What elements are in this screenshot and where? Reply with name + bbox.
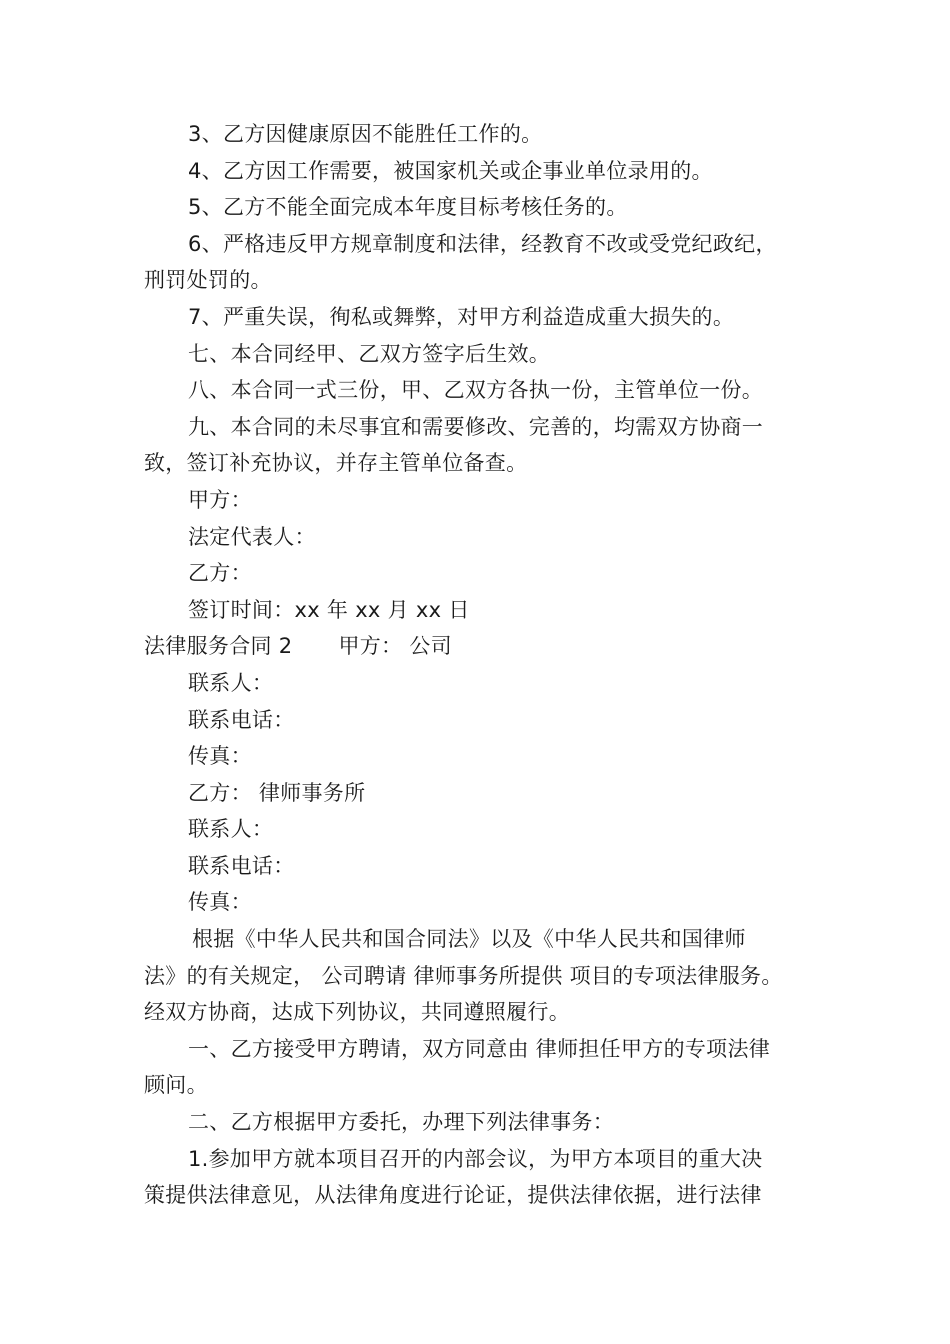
preamble: 根据《中华人民共和国合同法》以及《中华人民共和国律师: [192, 927, 746, 952]
document-body: [144, 116, 824, 1214]
party-a-contact: 联系人：: [188, 670, 274, 695]
legal-representative: 法定代表人：: [188, 524, 316, 549]
preamble-end: 经双方协商，达成下列协议，共同遵照履行。: [144, 1000, 570, 1025]
article-7: 七、本合同经甲、乙双方签字后生效。: [188, 341, 551, 366]
clause-item-6-continued: 刑罚处罚的。: [144, 268, 272, 293]
party-b-phone: 联系电话：: [188, 853, 295, 878]
clause-item-5: 5、乙方不能全面完成本年度目标考核任务的。: [188, 195, 628, 220]
contract-2-heading-row: [144, 628, 824, 665]
party-a-fax: 传真：: [188, 744, 252, 769]
party-b-contact: 联系人：: [188, 817, 274, 842]
clause-item-6: 6、严格违反甲方规章制度和法律，经教育不改或受党纪政纪，: [188, 231, 777, 256]
clause-item-3: 3、乙方因健康原因不能胜任工作的。: [188, 122, 543, 146]
party-b-law-firm: 乙方： 律师事务所: [188, 780, 366, 805]
clause-item-7: 7、严重失误，徇私或舞弊，对甲方利益造成重大损失的。: [188, 304, 735, 329]
signing-date: 签订时间：xx 年 xx 月 xx 日: [188, 597, 470, 622]
article-2-item-1-continued: 策提供法律意见，从法律角度进行论证，提供法律依据，进行法律: [144, 1183, 762, 1208]
article-9-continued: 致，签订补充协议，并存主管单位备查。: [144, 451, 528, 476]
contract-2-title: 法律服务合同 2: [144, 634, 293, 659]
article-2: 二、乙方根据甲方委托，办理下列法律事务：: [188, 1110, 614, 1135]
article-8: 八、本合同一式三份，甲、乙双方各执一份，主管单位一份。: [188, 378, 764, 403]
article-9: 九、本合同的未尽事宜和需要修改、完善的，均需双方协商一: [188, 414, 764, 439]
party-a-phone: 联系电话：: [188, 707, 295, 732]
party-a-company: 甲方： 公司: [338, 634, 452, 659]
article-1: 一、乙方接受甲方聘请，双方同意由 律师担任甲方的专项法律: [188, 1036, 771, 1061]
clause-item-4: 4、乙方因工作需要，被国家机关或企事业单位录用的。: [188, 158, 713, 183]
article-2-item-1: 1.参加甲方就本项目召开的内部会议，为甲方本项目的重大决: [188, 1146, 763, 1171]
article-1-continued: 顾问。: [144, 1073, 208, 1098]
party-b-fax: 传真：: [188, 890, 252, 915]
party-a-signature: 甲方：: [188, 487, 252, 512]
preamble-continued: 法》的有关规定， 公司聘请 律师事务所提供 项目的专项法律服务。: [144, 963, 783, 988]
party-b-signature: 乙方：: [188, 561, 252, 586]
